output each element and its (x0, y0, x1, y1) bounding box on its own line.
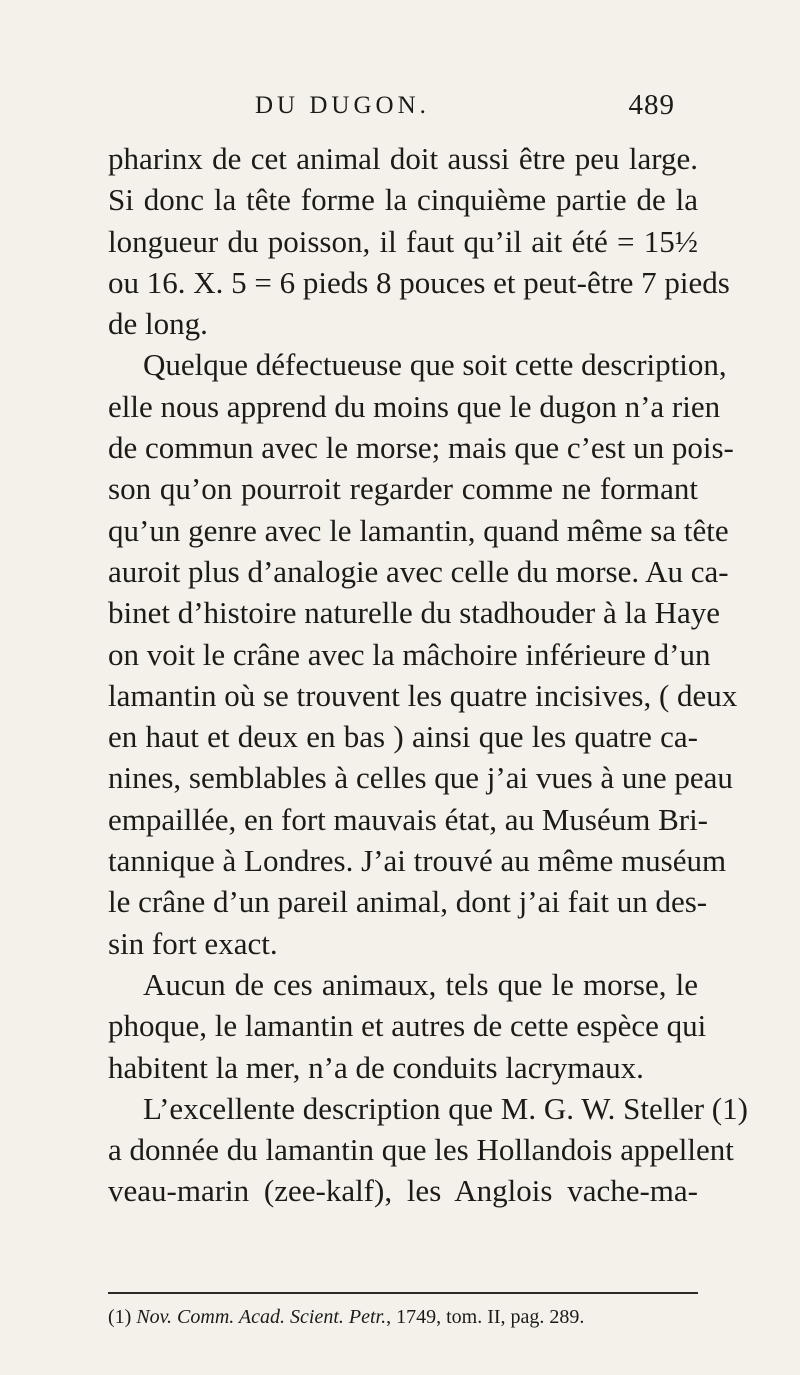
text-line: on voit le crâne avec la mâchoire inférieure d’un (108, 636, 711, 672)
footnote-details: , 1749, tom. II, pag. 289. (386, 1306, 585, 1328)
text-line: Si donc la tête forme la cinquième partie de la (108, 182, 698, 218)
text-line: tannique à Londres. J’ai trouvé au même muséum (108, 843, 727, 879)
text-line: auroit plus d’analogie avec celle du morse. Au ca- (108, 553, 729, 589)
running-head (255, 89, 675, 126)
text-line: longueur du poisson, il faut qu’il ait été = 15½ (108, 223, 698, 259)
footnote-citation: Nov. Comm. Acad. Scient. Petr. (136, 1306, 387, 1328)
text-line: le crâne d’un pareil animal, dont j’ai fait un des- (108, 884, 708, 920)
text-line: veau-marin (zee-kalf), les Anglois vache-ma- (108, 1173, 698, 1209)
text-line: Aucun de ces animaux, tels que le morse, le (143, 966, 698, 1002)
text-line: pharinx de cet animal doit aussi être peu large. (108, 141, 698, 176)
text-line: lamantin où se trouvent les quatre incisives, ( deux (108, 677, 738, 713)
text-line: elle nous apprend du moins que le dugon n’a rien (108, 388, 721, 424)
text-line: L’excellente description que M. G. W. Steller (1) (143, 1090, 748, 1126)
text-line: en haut et deux en bas ) ainsi que les quatre ca- (108, 719, 698, 755)
text-line: de long. (108, 306, 208, 342)
text-line: Quelque défectueuse que soit cette description, (143, 347, 727, 383)
page-number: 489 (628, 89, 675, 121)
footnote-marker: (1) (108, 1306, 132, 1328)
footnote (108, 1306, 708, 1329)
text-line: empaillée, en fort mauvais état, au Muséum Bri- (108, 801, 709, 837)
text-line: de commun avec le morse; mais que c’est un pois- (108, 430, 734, 466)
text-line: sin fort exact. (108, 925, 278, 961)
text-line: ou 16. X. 5 = 6 pieds 8 pouces et peut-être 7 pieds (108, 264, 730, 300)
text-line: nines, semblables à celles que j’ai vues à une peau (108, 760, 733, 796)
text-line: binet d’histoire naturelle du stadhouder à la Haye (108, 595, 721, 631)
running-title: DU DUGON. (255, 92, 430, 119)
text-line: son qu’on pourroit regarder comme ne formant (108, 471, 698, 507)
text-line: a donnée du lamantin que les Hollandois appellent (108, 1132, 734, 1168)
text-line: habitent la mer, n’a de conduits lacrymaux. (108, 1049, 644, 1085)
text-line: qu’un genre avec le lamantin, quand même sa tête (108, 512, 729, 548)
body-text (108, 138, 748, 1212)
text-line: phoque, le lamantin et autres de cette espèce qui (108, 1008, 707, 1044)
footnote-rule (108, 1292, 698, 1294)
